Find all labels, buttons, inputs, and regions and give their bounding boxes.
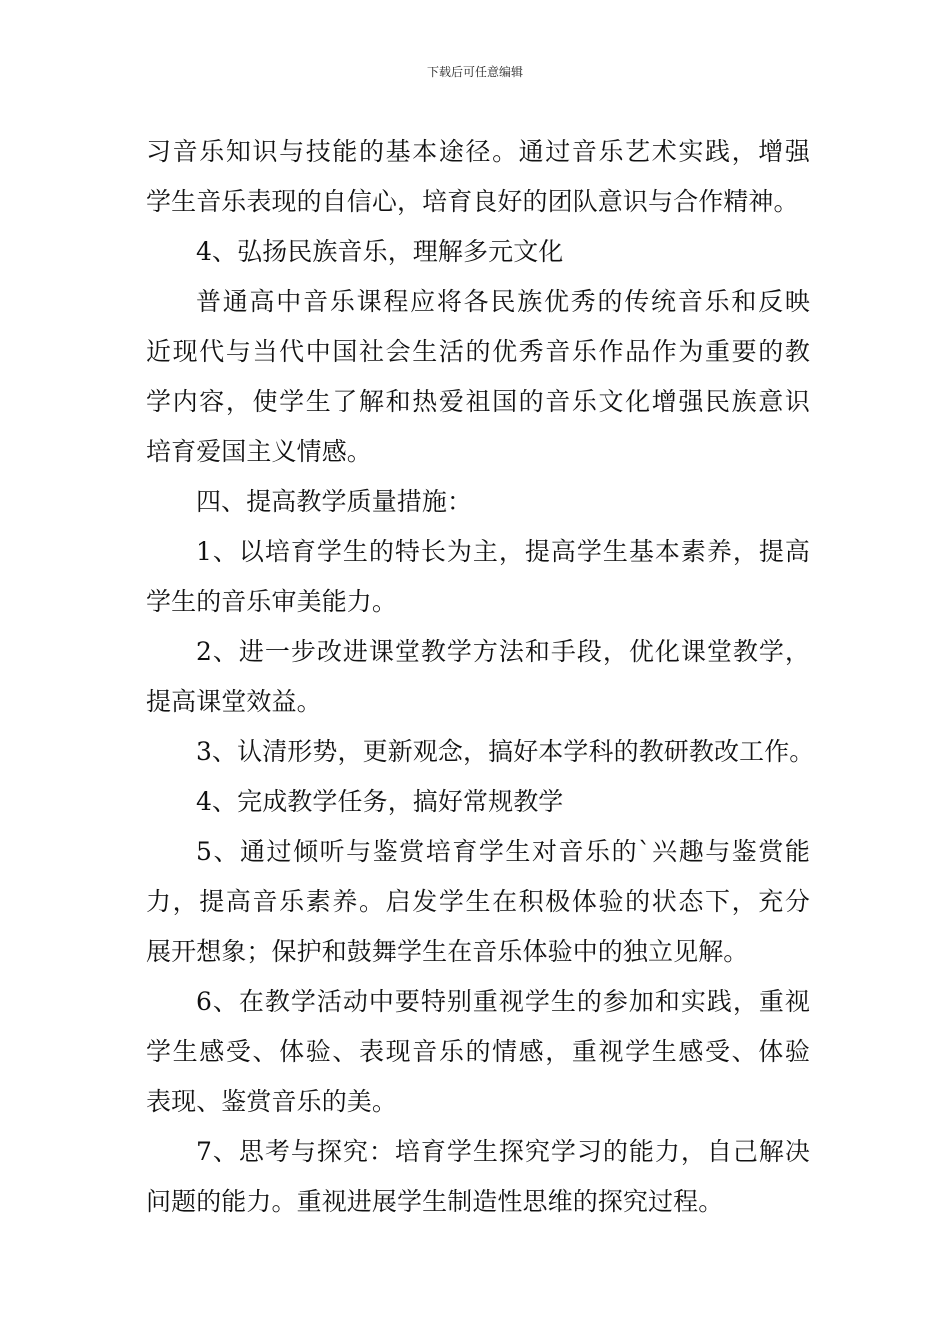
list-item-line: 5、通过倾听与鉴赏培育学生对音乐的`兴趣与鉴赏能 <box>196 837 810 866</box>
paragraph-line: 习音乐知识与技能的基本途径。通过音乐艺术实践，增强 <box>146 137 810 166</box>
paragraph-line: 学内容，使学生了解和热爱祖国的音乐文化增强民族意识 <box>146 387 810 416</box>
paragraph-line: 近现代与当代中国社会生活的优秀音乐作品作为重要的教 <box>146 337 810 366</box>
list-item-line: 3、认清形势，更新观念，搞好本学科的教研教改工作。 <box>196 737 815 766</box>
list-item-line: 1、以培育学生的特长为主，提高学生基本素养，提高 <box>196 537 810 566</box>
list-item-line: 4、完成教学任务，搞好常规教学 <box>196 787 564 816</box>
list-item-line: 学生的音乐审美能力。 <box>146 587 398 616</box>
list-item-line: 7、思考与探究：培育学生探究学习的能力，自己解决 <box>196 1137 810 1166</box>
list-item-line: 力，提高音乐素养。启发学生在积极体验的状态下，充分 <box>146 887 810 916</box>
list-item-line: 问题的能力。重视进展学生制造性思维的探究过程。 <box>146 1187 724 1216</box>
list-item-line: 学生感受、体验、表现音乐的情感，重视学生感受、体验 <box>146 1037 810 1066</box>
page-header-note: 下载后可任意编辑 <box>426 65 523 79</box>
paragraph-line: 普通高中音乐课程应将各民族优秀的传统音乐和反映 <box>196 287 810 316</box>
list-item-line: 展开想象；保护和鼓舞学生在音乐体验中的独立见解。 <box>146 937 749 966</box>
paragraph-line: 培育爱国主义情感。 <box>146 437 372 466</box>
section-heading: 四、提高教学质量措施： <box>196 487 473 516</box>
paragraph-line: 学生音乐表现的自信心，培育良好的团队意识与合作精神。 <box>146 187 799 216</box>
list-item-line: 6、在教学活动中要特别重视学生的参加和实践，重视 <box>196 987 810 1016</box>
list-item-line: 表现、鉴赏音乐的美。 <box>146 1087 398 1116</box>
document-body <box>146 127 815 1227</box>
list-item-line: 提高课堂效益。 <box>146 687 322 716</box>
list-item-line: 2、进一步改进课堂教学方法和手段，优化课堂教学， <box>196 637 810 666</box>
section-heading: 4、弘扬民族音乐，理解多元文化 <box>196 237 564 266</box>
